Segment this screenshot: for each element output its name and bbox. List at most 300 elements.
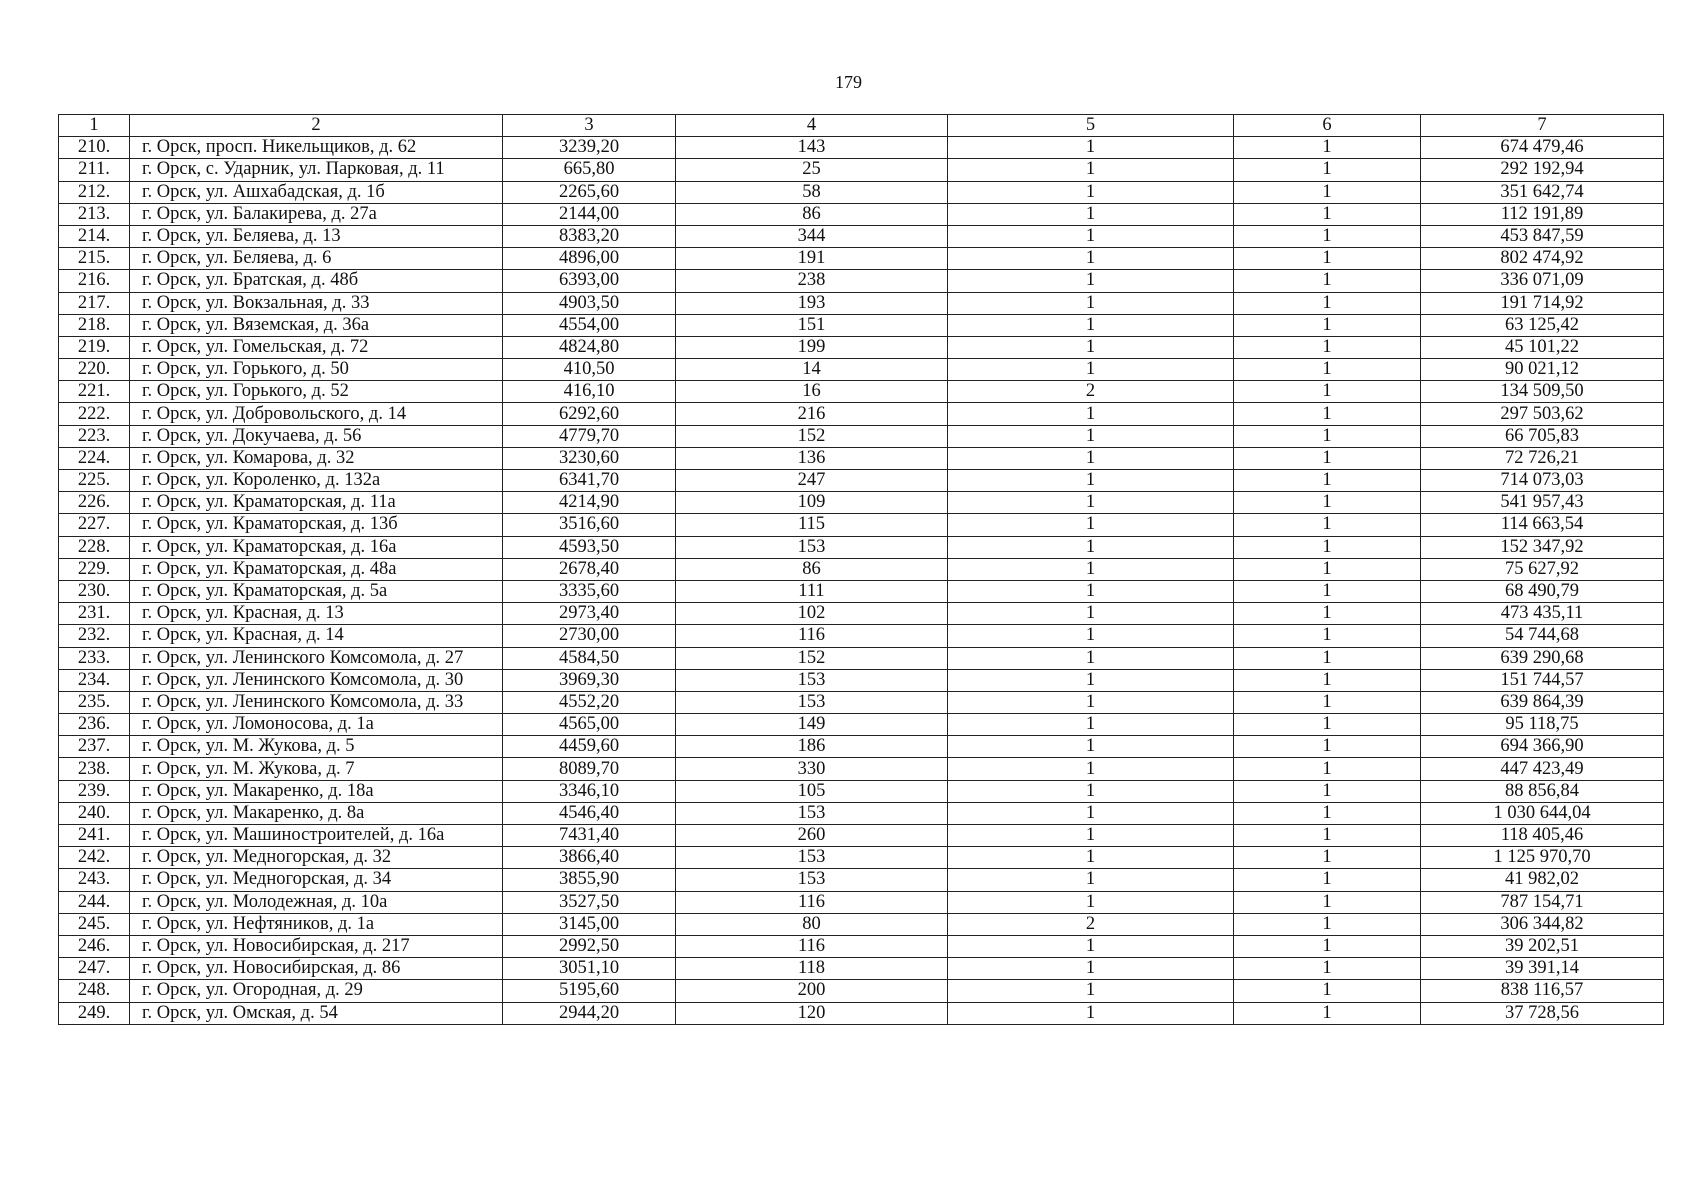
residents-cell: 136 [676, 447, 948, 469]
area-cell: 2678,40 [503, 558, 676, 580]
col6-cell: 1 [1234, 203, 1421, 225]
amount-cell: 90 021,12 [1421, 359, 1664, 381]
col5-cell: 1 [948, 714, 1234, 736]
address-cell: г. Орск, ул. Ашхабадская, д. 1б [130, 181, 503, 203]
area-cell: 3855,90 [503, 869, 676, 891]
table-row [59, 669, 1664, 691]
table-row [59, 403, 1664, 425]
residents-cell: 58 [676, 181, 948, 203]
area-cell: 2730,00 [503, 625, 676, 647]
address-cell: г. Орск, ул. Машиностроителей, д. 16а [130, 825, 503, 847]
col5-cell: 1 [948, 869, 1234, 891]
col6-cell: 1 [1234, 470, 1421, 492]
col6-cell: 1 [1234, 336, 1421, 358]
table-row [59, 470, 1664, 492]
area-cell: 6341,70 [503, 470, 676, 492]
area-cell: 4554,00 [503, 314, 676, 336]
row-number-cell: 235. [59, 691, 130, 713]
table-row [59, 780, 1664, 802]
area-cell: 4459,60 [503, 736, 676, 758]
col5-cell: 1 [948, 514, 1234, 536]
table-row [59, 758, 1664, 780]
col6-cell: 1 [1234, 159, 1421, 181]
table-row [59, 514, 1664, 536]
col6-cell: 1 [1234, 492, 1421, 514]
address-cell: г. Орск, ул. Молодежная, д. 10а [130, 891, 503, 913]
residents-cell: 86 [676, 203, 948, 225]
row-number-cell: 241. [59, 825, 130, 847]
table-row [59, 869, 1664, 891]
area-cell: 6393,00 [503, 270, 676, 292]
row-number-cell: 248. [59, 980, 130, 1002]
address-cell: г. Орск, ул. Горького, д. 50 [130, 359, 503, 381]
amount-cell: 191 714,92 [1421, 292, 1664, 314]
amount-cell: 95 118,75 [1421, 714, 1664, 736]
amount-cell: 1 030 644,04 [1421, 802, 1664, 824]
table-row [59, 1002, 1664, 1024]
col6-cell: 1 [1234, 980, 1421, 1002]
col6-cell: 1 [1234, 891, 1421, 913]
table-row [59, 159, 1664, 181]
row-number-cell: 220. [59, 359, 130, 381]
residents-cell: 153 [676, 802, 948, 824]
residents-cell: 16 [676, 381, 948, 403]
row-number-cell: 249. [59, 1002, 130, 1024]
table-row [59, 270, 1664, 292]
row-number-cell: 225. [59, 470, 130, 492]
col6-cell: 1 [1234, 580, 1421, 602]
header-cell-6: 6 [1234, 115, 1421, 137]
residents-cell: 153 [676, 669, 948, 691]
col6-cell: 1 [1234, 714, 1421, 736]
col6-cell: 1 [1234, 691, 1421, 713]
area-cell: 4779,70 [503, 425, 676, 447]
residents-cell: 260 [676, 825, 948, 847]
col5-cell: 1 [948, 669, 1234, 691]
residents-cell: 149 [676, 714, 948, 736]
table-row [59, 647, 1664, 669]
col6-cell: 1 [1234, 847, 1421, 869]
area-cell: 4214,90 [503, 492, 676, 514]
area-cell: 3051,10 [503, 958, 676, 980]
amount-cell: 41 982,02 [1421, 869, 1664, 891]
col5-cell: 1 [948, 292, 1234, 314]
col6-cell: 1 [1234, 647, 1421, 669]
amount-cell: 66 705,83 [1421, 425, 1664, 447]
address-cell: г. Орск, ул. Горького, д. 52 [130, 381, 503, 403]
table-row [59, 825, 1664, 847]
col5-cell: 1 [948, 558, 1234, 580]
col5-cell: 1 [948, 847, 1234, 869]
header-row [59, 115, 1664, 137]
col5-cell: 1 [948, 137, 1234, 159]
area-cell: 2992,50 [503, 935, 676, 957]
col5-cell: 1 [948, 780, 1234, 802]
table-row [59, 935, 1664, 957]
row-number-cell: 228. [59, 536, 130, 558]
address-cell: г. Орск, ул. Новосибирская, д. 217 [130, 935, 503, 957]
col5-cell: 1 [948, 403, 1234, 425]
col6-cell: 1 [1234, 270, 1421, 292]
col5-cell: 1 [948, 691, 1234, 713]
row-number-cell: 210. [59, 137, 130, 159]
row-number-cell: 246. [59, 935, 130, 957]
table-row [59, 714, 1664, 736]
row-number-cell: 217. [59, 292, 130, 314]
amount-cell: 838 116,57 [1421, 980, 1664, 1002]
amount-cell: 39 202,51 [1421, 935, 1664, 957]
row-number-cell: 245. [59, 913, 130, 935]
area-cell: 8383,20 [503, 225, 676, 247]
table-row [59, 891, 1664, 913]
residents-cell: 80 [676, 913, 948, 935]
col5-cell: 1 [948, 314, 1234, 336]
area-cell: 4824,80 [503, 336, 676, 358]
residents-cell: 86 [676, 558, 948, 580]
col5-cell: 1 [948, 470, 1234, 492]
col5-cell: 1 [948, 359, 1234, 381]
row-number-cell: 216. [59, 270, 130, 292]
area-cell: 8089,70 [503, 758, 676, 780]
amount-cell: 714 073,03 [1421, 470, 1664, 492]
table-row [59, 980, 1664, 1002]
table-row [59, 580, 1664, 602]
col5-cell: 1 [948, 736, 1234, 758]
address-cell: г. Орск, ул. Красная, д. 13 [130, 603, 503, 625]
row-number-cell: 233. [59, 647, 130, 669]
amount-cell: 447 423,49 [1421, 758, 1664, 780]
amount-cell: 72 726,21 [1421, 447, 1664, 469]
amount-cell: 541 957,43 [1421, 492, 1664, 514]
col6-cell: 1 [1234, 248, 1421, 270]
row-number-cell: 234. [59, 669, 130, 691]
address-cell: г. Орск, ул. Краматорская, д. 16а [130, 536, 503, 558]
col5-cell: 1 [948, 958, 1234, 980]
table-row [59, 802, 1664, 824]
amount-cell: 45 101,22 [1421, 336, 1664, 358]
address-cell: г. Орск, ул. Короленко, д. 132а [130, 470, 503, 492]
col5-cell: 1 [948, 492, 1234, 514]
residents-cell: 193 [676, 292, 948, 314]
col5-cell: 1 [948, 270, 1234, 292]
address-cell: г. Орск, ул. Докучаева, д. 56 [130, 425, 503, 447]
col6-cell: 1 [1234, 447, 1421, 469]
col5-cell: 1 [948, 625, 1234, 647]
table-row [59, 359, 1664, 381]
row-number-cell: 230. [59, 580, 130, 602]
area-cell: 3969,30 [503, 669, 676, 691]
residents-cell: 199 [676, 336, 948, 358]
residents-cell: 153 [676, 536, 948, 558]
area-cell: 4565,00 [503, 714, 676, 736]
area-cell: 7431,40 [503, 825, 676, 847]
residents-cell: 118 [676, 958, 948, 980]
residents-cell: 111 [676, 580, 948, 602]
col6-cell: 1 [1234, 736, 1421, 758]
address-cell: г. Орск, ул. Гомельская, д. 72 [130, 336, 503, 358]
residents-cell: 238 [676, 270, 948, 292]
row-number-cell: 232. [59, 625, 130, 647]
amount-cell: 787 154,71 [1421, 891, 1664, 913]
address-cell: г. Орск, ул. М. Жукова, д. 5 [130, 736, 503, 758]
amount-cell: 68 490,79 [1421, 580, 1664, 602]
col5-cell: 1 [948, 758, 1234, 780]
address-cell: г. Орск, ул. М. Жукова, д. 7 [130, 758, 503, 780]
table-body [59, 137, 1664, 1025]
table-row [59, 225, 1664, 247]
table-row [59, 492, 1664, 514]
residents-cell: 102 [676, 603, 948, 625]
row-number-cell: 214. [59, 225, 130, 247]
amount-cell: 39 391,14 [1421, 958, 1664, 980]
row-number-cell: 244. [59, 891, 130, 913]
area-cell: 3335,60 [503, 580, 676, 602]
col6-cell: 1 [1234, 181, 1421, 203]
row-number-cell: 213. [59, 203, 130, 225]
col5-cell: 1 [948, 536, 1234, 558]
table-row [59, 314, 1664, 336]
row-number-cell: 212. [59, 181, 130, 203]
col5-cell: 1 [948, 580, 1234, 602]
residents-cell: 186 [676, 736, 948, 758]
row-number-cell: 240. [59, 802, 130, 824]
table-row [59, 137, 1664, 159]
col5-cell: 1 [948, 825, 1234, 847]
col5-cell: 1 [948, 1002, 1234, 1024]
area-cell: 2144,00 [503, 203, 676, 225]
table-row [59, 381, 1664, 403]
header-cell-4: 4 [676, 115, 948, 137]
row-number-cell: 222. [59, 403, 130, 425]
area-cell: 4546,40 [503, 802, 676, 824]
header-cell-2: 2 [130, 115, 503, 137]
table-row [59, 958, 1664, 980]
col5-cell: 1 [948, 802, 1234, 824]
row-number-cell: 242. [59, 847, 130, 869]
col6-cell: 1 [1234, 913, 1421, 935]
address-cell: г. Орск, ул. Ленинского Комсомола, д. 33 [130, 691, 503, 713]
row-number-cell: 229. [59, 558, 130, 580]
amount-cell: 473 435,11 [1421, 603, 1664, 625]
col6-cell: 1 [1234, 935, 1421, 957]
residents-cell: 153 [676, 691, 948, 713]
row-number-cell: 211. [59, 159, 130, 181]
amount-cell: 694 366,90 [1421, 736, 1664, 758]
col5-cell: 1 [948, 447, 1234, 469]
col5-cell: 1 [948, 891, 1234, 913]
header-cell-7: 7 [1421, 115, 1664, 137]
area-cell: 3527,50 [503, 891, 676, 913]
row-number-cell: 215. [59, 248, 130, 270]
area-cell: 2973,40 [503, 603, 676, 625]
address-cell: г. Орск, ул. Балакирева, д. 27а [130, 203, 503, 225]
col6-cell: 1 [1234, 625, 1421, 647]
residents-cell: 116 [676, 625, 948, 647]
table-row [59, 181, 1664, 203]
amount-cell: 306 344,82 [1421, 913, 1664, 935]
area-cell: 3230,60 [503, 447, 676, 469]
row-number-cell: 238. [59, 758, 130, 780]
table-row [59, 336, 1664, 358]
residents-cell: 25 [676, 159, 948, 181]
table-row [59, 625, 1664, 647]
area-cell: 3145,00 [503, 913, 676, 935]
col5-cell: 2 [948, 913, 1234, 935]
address-cell: г. Орск, ул. Огородная, д. 29 [130, 980, 503, 1002]
area-cell: 5195,60 [503, 980, 676, 1002]
address-cell: г. Орск, ул. Беляева, д. 13 [130, 225, 503, 247]
col5-cell: 1 [948, 980, 1234, 1002]
area-cell: 6292,60 [503, 403, 676, 425]
table-row [59, 691, 1664, 713]
col6-cell: 1 [1234, 403, 1421, 425]
residents-cell: 151 [676, 314, 948, 336]
residents-cell: 152 [676, 647, 948, 669]
address-cell: г. Орск, ул. Макаренко, д. 18а [130, 780, 503, 802]
amount-cell: 802 474,92 [1421, 248, 1664, 270]
table-header [59, 115, 1664, 137]
area-cell: 4552,20 [503, 691, 676, 713]
amount-cell: 453 847,59 [1421, 225, 1664, 247]
address-cell: г. Орск, ул. Вокзальная, д. 33 [130, 292, 503, 314]
amount-cell: 152 347,92 [1421, 536, 1664, 558]
residents-cell: 116 [676, 891, 948, 913]
col5-cell: 1 [948, 181, 1234, 203]
address-cell: г. Орск, ул. Краматорская, д. 13б [130, 514, 503, 536]
row-number-cell: 226. [59, 492, 130, 514]
amount-cell: 639 290,68 [1421, 647, 1664, 669]
row-number-cell: 239. [59, 780, 130, 802]
residents-cell: 200 [676, 980, 948, 1002]
address-cell: г. Орск, ул. Омская, д. 54 [130, 1002, 503, 1024]
table-row [59, 203, 1664, 225]
table-row [59, 447, 1664, 469]
col5-cell: 1 [948, 935, 1234, 957]
row-number-cell: 231. [59, 603, 130, 625]
amount-cell: 151 744,57 [1421, 669, 1664, 691]
col5-cell: 1 [948, 425, 1234, 447]
address-cell: г. Орск, ул. Добровольского, д. 14 [130, 403, 503, 425]
header-cell-5: 5 [948, 115, 1234, 137]
col5-cell: 1 [948, 603, 1234, 625]
col6-cell: 1 [1234, 825, 1421, 847]
area-cell: 4896,00 [503, 248, 676, 270]
amount-cell: 134 509,50 [1421, 381, 1664, 403]
header-cell-1: 1 [59, 115, 130, 137]
area-cell: 665,80 [503, 159, 676, 181]
col6-cell: 1 [1234, 669, 1421, 691]
col6-cell: 1 [1234, 558, 1421, 580]
residents-cell: 153 [676, 847, 948, 869]
amount-cell: 112 191,89 [1421, 203, 1664, 225]
area-cell: 3346,10 [503, 780, 676, 802]
address-cell: г. Орск, ул. Нефтяников, д. 1а [130, 913, 503, 935]
residents-cell: 109 [676, 492, 948, 514]
amount-cell: 88 856,84 [1421, 780, 1664, 802]
registry-table [58, 114, 1664, 1025]
col6-cell: 1 [1234, 869, 1421, 891]
amount-cell: 351 642,74 [1421, 181, 1664, 203]
address-cell: г. Орск, ул. Красная, д. 14 [130, 625, 503, 647]
col6-cell: 1 [1234, 425, 1421, 447]
residents-cell: 330 [676, 758, 948, 780]
col5-cell: 1 [948, 225, 1234, 247]
area-cell: 3866,40 [503, 847, 676, 869]
row-number-cell: 237. [59, 736, 130, 758]
amount-cell: 54 744,68 [1421, 625, 1664, 647]
table-row [59, 425, 1664, 447]
residents-cell: 344 [676, 225, 948, 247]
row-number-cell: 243. [59, 869, 130, 891]
amount-cell: 639 864,39 [1421, 691, 1664, 713]
amount-cell: 292 192,94 [1421, 159, 1664, 181]
col5-cell: 1 [948, 248, 1234, 270]
table-row [59, 913, 1664, 935]
address-cell: г. Орск, ул. Братская, д. 48б [130, 270, 503, 292]
header-cell-3: 3 [503, 115, 676, 137]
row-number-cell: 224. [59, 447, 130, 469]
area-cell: 2944,20 [503, 1002, 676, 1024]
address-cell: г. Орск, просп. Никельщиков, д. 62 [130, 137, 503, 159]
address-cell: г. Орск, ул. Ленинского Комсомола, д. 30 [130, 669, 503, 691]
area-cell: 3239,20 [503, 137, 676, 159]
table-row [59, 292, 1664, 314]
table-row [59, 847, 1664, 869]
amount-cell: 1 125 970,70 [1421, 847, 1664, 869]
address-cell: г. Орск, ул. Краматорская, д. 5а [130, 580, 503, 602]
residents-cell: 216 [676, 403, 948, 425]
table-row [59, 558, 1664, 580]
row-number-cell: 219. [59, 336, 130, 358]
col5-cell: 1 [948, 159, 1234, 181]
residents-cell: 153 [676, 869, 948, 891]
col6-cell: 1 [1234, 802, 1421, 824]
address-cell: г. Орск, ул. Медногорская, д. 32 [130, 847, 503, 869]
table-row [59, 603, 1664, 625]
area-cell: 3516,60 [503, 514, 676, 536]
row-number-cell: 221. [59, 381, 130, 403]
residents-cell: 116 [676, 935, 948, 957]
address-cell: г. Орск, ул. Новосибирская, д. 86 [130, 958, 503, 980]
row-number-cell: 227. [59, 514, 130, 536]
page-number: 179 [835, 72, 862, 92]
col5-cell: 1 [948, 203, 1234, 225]
address-cell: г. Орск, ул. Комарова, д. 32 [130, 447, 503, 469]
residents-cell: 152 [676, 425, 948, 447]
amount-cell: 37 728,56 [1421, 1002, 1664, 1024]
row-number-cell: 236. [59, 714, 130, 736]
amount-cell: 75 627,92 [1421, 558, 1664, 580]
area-cell: 4584,50 [503, 647, 676, 669]
area-cell: 2265,60 [503, 181, 676, 203]
row-number-cell: 223. [59, 425, 130, 447]
residents-cell: 115 [676, 514, 948, 536]
col6-cell: 1 [1234, 536, 1421, 558]
table-row [59, 248, 1664, 270]
address-cell: г. Орск, ул. Ленинского Комсомола, д. 27 [130, 647, 503, 669]
col6-cell: 1 [1234, 758, 1421, 780]
residents-cell: 105 [676, 780, 948, 802]
col6-cell: 1 [1234, 225, 1421, 247]
residents-cell: 143 [676, 137, 948, 159]
amount-cell: 118 405,46 [1421, 825, 1664, 847]
area-cell: 4593,50 [503, 536, 676, 558]
row-number-cell: 247. [59, 958, 130, 980]
table-row [59, 536, 1664, 558]
address-cell: г. Орск, с. Ударник, ул. Парковая, д. 11 [130, 159, 503, 181]
address-cell: г. Орск, ул. Ломоносова, д. 1а [130, 714, 503, 736]
amount-cell: 336 071,09 [1421, 270, 1664, 292]
